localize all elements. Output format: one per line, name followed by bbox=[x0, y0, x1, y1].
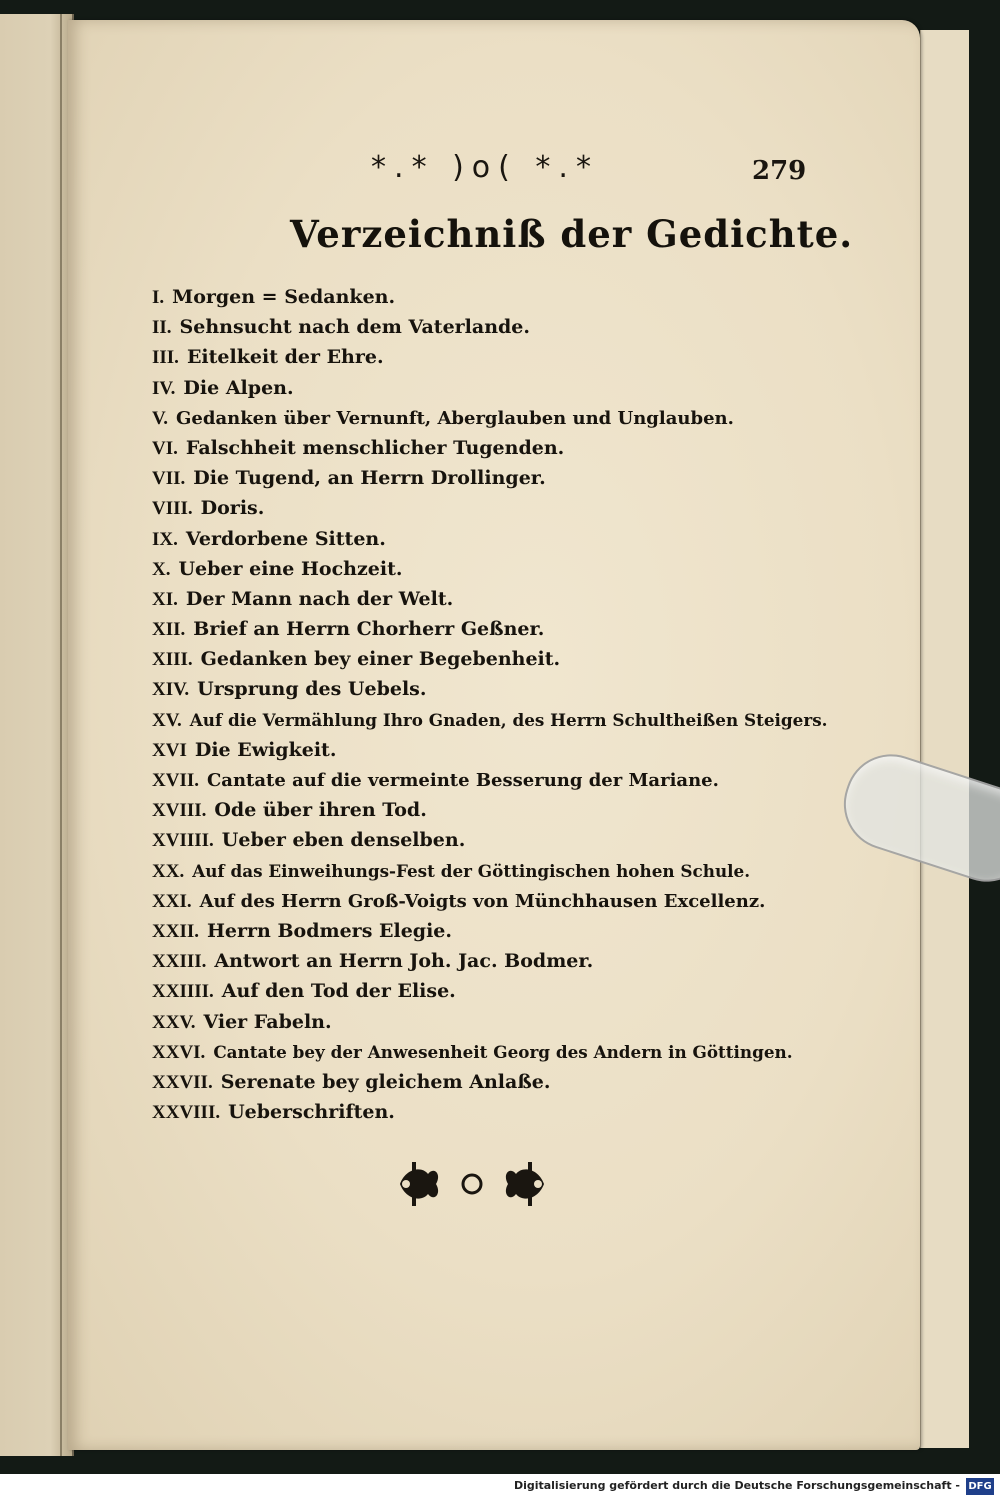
toc-entry-number: II. bbox=[152, 317, 172, 339]
toc-entry-number: IV. bbox=[152, 377, 176, 399]
toc-entry-title: Doris. bbox=[200, 497, 265, 520]
toc-entry-number: XIII. bbox=[152, 649, 193, 671]
toc-entry-number: XV. bbox=[152, 709, 182, 731]
toc-entry-number: XVIIII. bbox=[152, 830, 214, 852]
toc-entry-title: Ueber eine Hochzeit. bbox=[178, 557, 403, 580]
toc-entry-title: Sehnsucht nach dem Vaterlande. bbox=[179, 316, 530, 339]
toc-entry-title: Auf den Tod der Elise. bbox=[221, 980, 456, 1003]
toc-entry-number: XXI. bbox=[152, 890, 192, 912]
toc-entry bbox=[152, 856, 812, 886]
toc-entry bbox=[152, 403, 812, 433]
toc-entry-number: XXIIII. bbox=[152, 981, 214, 1003]
toc-entry bbox=[152, 765, 812, 795]
toc-entry-title: Herrn Bodmers Elegie. bbox=[206, 919, 452, 942]
toc-entry-number: VIII. bbox=[152, 498, 193, 520]
toc-entry bbox=[152, 1097, 812, 1127]
toc-entry-number: IX. bbox=[152, 528, 178, 550]
toc-entry-number: XI. bbox=[152, 588, 178, 610]
page-stack-edge bbox=[920, 30, 969, 1448]
toc-entry-title: Cantate auf die vermeinte Besserung der Mariane. bbox=[206, 770, 719, 791]
toc-entry-title: Antwort an Herrn Joh. Jac. Bodmer. bbox=[214, 950, 594, 973]
toc-entry-number: I. bbox=[152, 287, 165, 308]
toc-entry-title: Ueberschriften. bbox=[228, 1101, 395, 1124]
toc-entry-title: Morgen = Sedanken. bbox=[172, 286, 396, 308]
toc-entry-title: Vier Fabeln. bbox=[203, 1010, 332, 1033]
toc-entry-number: X. bbox=[152, 558, 171, 580]
toc-entry-number: XX. bbox=[152, 860, 185, 882]
toc-entry bbox=[152, 524, 812, 554]
toc-entry-number: XVI bbox=[152, 739, 187, 761]
toc-entry-number: XXIII. bbox=[152, 951, 207, 973]
toc-entry-number: VI. bbox=[152, 437, 178, 459]
toc-entry bbox=[152, 946, 812, 976]
toc-entry bbox=[152, 584, 812, 614]
toc-entry-title: Gedanken bey einer Begebenheit. bbox=[200, 648, 561, 671]
footer-bar bbox=[0, 1474, 1000, 1500]
toc-entry bbox=[152, 886, 812, 916]
toc-entry-number: XXVIII. bbox=[152, 1102, 221, 1124]
table-of-contents bbox=[152, 282, 828, 1127]
page-title: Verzeichniß der Gedichte. bbox=[290, 212, 854, 256]
toc-entry bbox=[152, 493, 812, 523]
toc-entry bbox=[152, 735, 812, 765]
toc-entry bbox=[152, 1037, 812, 1067]
dfg-logo: DFG bbox=[966, 1478, 994, 1495]
header-ornament: *.* )o( *.* bbox=[371, 150, 599, 185]
toc-entry-number: XXII. bbox=[152, 920, 199, 942]
toc-entry-number: XIV. bbox=[152, 679, 190, 701]
toc-entry-title: Serenate bey gleichem Anlaße. bbox=[220, 1070, 551, 1093]
toc-entry bbox=[152, 644, 812, 674]
toc-entry-number: XVIII. bbox=[152, 800, 207, 822]
toc-entry bbox=[152, 705, 828, 735]
toc-entry-title: Auf des Herrn Groß-Voigts von Münchhausen Excellenz. bbox=[199, 890, 766, 912]
toc-entry-number: XXV. bbox=[152, 1011, 196, 1033]
toc-entry bbox=[152, 795, 812, 825]
toc-entry-title: Die Alpen. bbox=[183, 376, 294, 399]
toc-entry bbox=[152, 282, 812, 312]
toc-entry bbox=[152, 976, 812, 1006]
toc-entry bbox=[152, 825, 812, 855]
toc-entry-title: Eitelkeit der Ehre. bbox=[186, 346, 384, 369]
toc-entry-title: Auf die Vermählung Ihro Gnaden, des Herrn Schultheißen Steigers. bbox=[189, 709, 828, 730]
toc-entry bbox=[152, 312, 812, 342]
toc-entry-number: XXVII. bbox=[152, 1071, 213, 1093]
toc-entry-title: Auf das Einweihungs-Fest der Göttingischen hohen Schule. bbox=[192, 860, 751, 881]
toc-entry-number: XXVI. bbox=[152, 1041, 206, 1063]
toc-entry-title: Falschheit menschlicher Tugenden. bbox=[185, 436, 565, 459]
toc-entry bbox=[152, 554, 812, 584]
toc-entry-title: Gedanken über Vernunft, Aberglauben und Unglauben. bbox=[176, 407, 734, 429]
toc-entry-title: Ode über ihren Tod. bbox=[214, 799, 427, 822]
left-page-edge bbox=[0, 14, 74, 1456]
toc-entry-title: Brief an Herrn Chorherr Geßner. bbox=[193, 618, 545, 641]
toc-entry bbox=[152, 674, 812, 704]
toc-entry-number: V. bbox=[152, 407, 169, 429]
toc-entry bbox=[152, 1007, 812, 1037]
toc-entry bbox=[152, 373, 812, 403]
toc-entry-number: VII. bbox=[152, 468, 186, 490]
toc-entry-title: Cantate bey der Anwesenheit Georg des Andern in Göttingen. bbox=[213, 1041, 793, 1062]
toc-entry-number: XVII. bbox=[152, 770, 199, 791]
toc-entry bbox=[152, 1067, 812, 1097]
toc-entry-title: Der Mann nach der Welt. bbox=[185, 587, 454, 610]
toc-entry bbox=[152, 433, 812, 463]
toc-entry bbox=[152, 916, 812, 946]
toc-entry-title: Die Tugend, an Herrn Drollinger. bbox=[193, 467, 546, 490]
toc-entry-title: Ueber eben denselben. bbox=[221, 829, 466, 852]
tailpiece-ornament-icon bbox=[392, 1158, 552, 1210]
toc-entry-title: Die Ewigkeit. bbox=[194, 738, 337, 761]
toc-entry bbox=[152, 342, 812, 372]
toc-entry bbox=[152, 614, 812, 644]
toc-entry-number: XII. bbox=[152, 619, 186, 641]
toc-entry-title: Verdorbene Sitten. bbox=[185, 527, 386, 550]
toc-entry-title: Ursprung des Uebels. bbox=[197, 678, 427, 701]
toc-entry-number: III. bbox=[152, 347, 179, 369]
page-number: 279 bbox=[752, 156, 807, 186]
footer-credit: Digitalisierung gefördert durch die Deutsche Forschungsgemeinschaft - bbox=[513, 1479, 960, 1492]
toc-entry bbox=[152, 463, 812, 493]
